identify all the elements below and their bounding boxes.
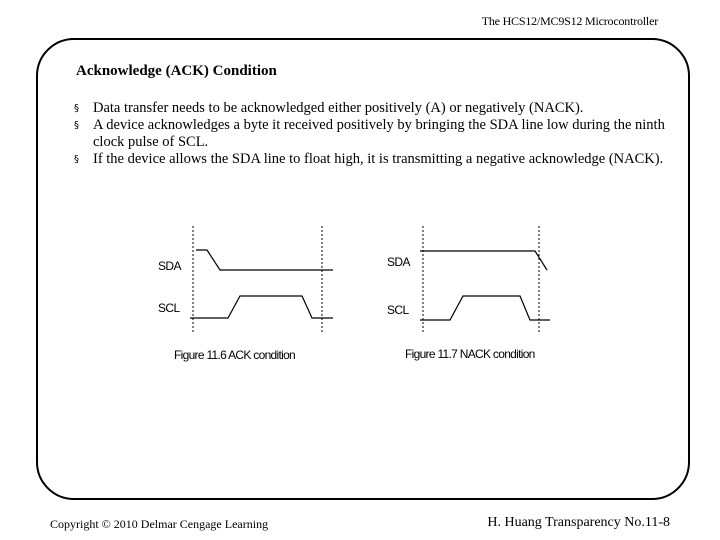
bullet-text: If the device allows the SDA line to float high, it is transmitting a negative acknowledge (NACK). (93, 151, 664, 167)
bullet-marker: § (74, 154, 79, 165)
bullet-list (74, 100, 674, 168)
bullet-marker: § (74, 120, 79, 131)
bullet-item (74, 151, 674, 168)
header-title: The HCS12/MC9S12 Microcontroller (481, 14, 658, 28)
figure-caption-nack: Figure 11.7 NACK condition (405, 347, 535, 361)
sda-label: SDA (158, 259, 181, 273)
figure-caption-ack: Figure 11.6 ACK condition (174, 348, 296, 362)
bullet-marker: § (74, 103, 79, 114)
scl-waveform (190, 296, 333, 318)
footer-page-number: H. Huang Transparency No.11-8 (487, 515, 670, 530)
sda-waveform (196, 250, 333, 270)
ack-timing-diagram (150, 218, 340, 343)
bullet-text: A device acknowledges a byte it received positively by bringing the SDA line low during the ninth clock pulse of SCL. (93, 117, 665, 150)
nack-timing-diagram (380, 218, 570, 343)
footer-copyright: Copyright © 2010 Delmar Cengage Learning (50, 517, 269, 531)
bullet-item (74, 117, 674, 151)
sda-label: SDA (387, 255, 410, 269)
slide-heading: Acknowledge (ACK) Condition (76, 63, 277, 79)
bullet-text: Data transfer needs to be acknowledged either positively (A) or negatively (NACK). (93, 100, 584, 116)
scl-waveform (420, 296, 550, 320)
bullet-item (74, 100, 674, 117)
sda-waveform (420, 251, 547, 270)
scl-label: SCL (158, 301, 180, 315)
scl-label: SCL (387, 303, 409, 317)
